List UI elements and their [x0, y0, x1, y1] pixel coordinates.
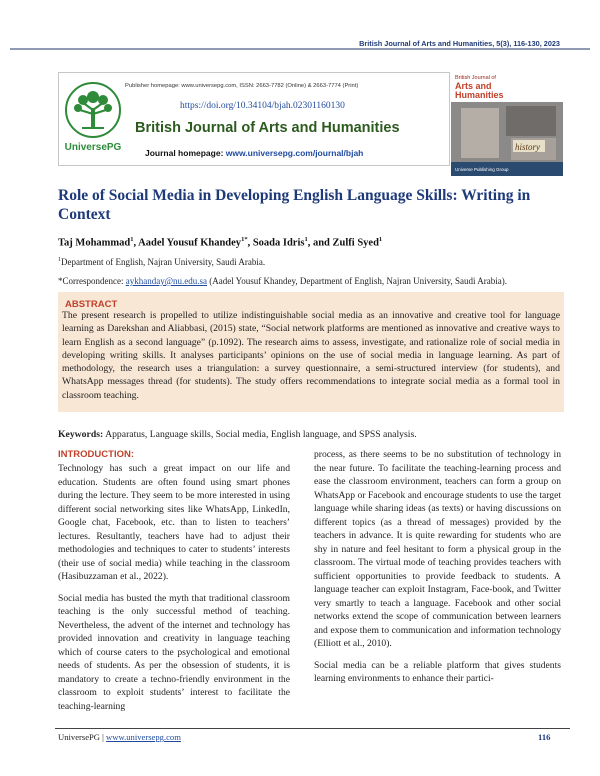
author-list: Taj Mohammad$^1$, Aadel Yousuf Khandey$^{1*}$, Soada Idris$^1$, and Zulfi Syed$^1$ — [58, 236, 383, 249]
keywords-label: Keywords: — [58, 429, 104, 440]
homepage-link[interactable]: www.universepg.com/journal/bjah — [225, 148, 364, 158]
doi-link[interactable]: https://doi.org/10.34104/bjah.02301160130 — [180, 101, 345, 111]
abstract-heading: ABSTRACT — [65, 299, 118, 310]
corr-rest: (Aadel Yousuf Khandey, Department of English, Najran University, Saudi Arabia). — [207, 276, 508, 286]
cover-line1: British Journal of — [455, 75, 496, 81]
body-column-left — [58, 462, 290, 713]
author-1: Taj Mohammad — [58, 237, 131, 249]
author-1-sup: 1 — [130, 236, 134, 243]
author-3: Soada Idris — [252, 237, 305, 249]
publisher-line: Publisher homepage: www.universepg.com, ISSN: 2663-7782 (Online) & 2663-7774 (Print) — [125, 83, 359, 89]
body-paragraph: Social media has busted the myth that traditional classroom teaching is the only successful method of teaching. Nevertheless, the advent of the internet and technology has provided innovation and creativity in language teaching which of course caters to the psychological and emotional needs of students. As per the obsession of students, it is mandatory to create a techno-friendly environment in the classroom to exploit students’ interest to facilitate the teaching-learning — [58, 592, 290, 712]
svg-text:history: history — [515, 142, 541, 152]
corr-prefix: *Correspondence: — [58, 276, 126, 286]
affiliation-text: Department of English, Najran University, Saudi Arabia. — [61, 257, 266, 267]
footer-publisher — [58, 732, 181, 742]
corr-email-link[interactable]: aykhanday@nu.edu.sa — [125, 276, 207, 286]
author-4: Zulfi Syed — [332, 237, 379, 249]
author-3-sup: 1 — [304, 236, 308, 243]
footer-divider — [55, 728, 570, 729]
cover-bottom: Universe Publishing Group — [455, 167, 509, 172]
universepg-logo — [62, 80, 124, 155]
author-2: Aadel Yousuf Khandey — [138, 237, 242, 249]
journal-homepage — [145, 148, 363, 158]
footer-separator: | — [100, 732, 107, 742]
body-paragraph: Technology has such a great impact on our life and education. Students are often found using smart phones during the lecture. They seem to be more interested in using different social networking sites like WhatsApp, LinkedIn, Google chat, Facebook, etc. than to listen to teachers’ lectures. Resultantly, teachers have had to adjust their methodologies and techniques to cater to students’ interests (their use of social media) while teaching in the classroom (Hasibuzzaman et al., 2022). — [58, 463, 290, 582]
correspondence — [58, 276, 507, 286]
homepage-label: Journal homepage: — [145, 148, 226, 158]
body-column-right — [314, 448, 561, 686]
paper-title: Role of Social Media in Developing English Language Skills: Writing in Context — [58, 187, 531, 223]
author-2-sup: 1* — [241, 236, 248, 243]
logo-label: UniversePG — [64, 142, 122, 153]
footer-url-link[interactable]: www.universepg.com — [106, 732, 181, 742]
cover-line2: Arts and — [455, 81, 492, 91]
cover-line3: Humanities — [455, 90, 504, 100]
header-divider — [10, 48, 590, 50]
keywords — [58, 429, 417, 440]
abstract-text: The present research is propelled to utilize indistinguishable social media as an innovative and creative tool for language learning as Darekshan and Aliabbasi, (2015) state, “Social network platforms are mentioned as innovative and creative ways to learn English as a second language” (p.1092). The research aims to assess, investigate, and rationalize role of social media in developing writing skills. It analyses participants’ opinions on the use of social media in language learning. As part of methodology, the research uses a triangulation: a survey questionnaire, a semi-structured interview (for students), and WhatsApp messages thread (for students). The study offers recommendations to integrate social media as a formal tool in classroom teaching. — [62, 310, 560, 401]
keywords-text: Apparatus, Language skills, Social media, English language, and SPSS analysis. — [103, 429, 417, 440]
page-number: 116 — [538, 732, 551, 742]
body-paragraph: process, as there seems to be no substitution of technology in the near future. To facilitate the teaching-learning process and ease the classroom environment, teachers can form a group on WhatsApp or Facebook and encourage students to use the target language while sharing ideas (as texts) or having discussions on different topics (as a thread of messages) provided by the teachers in advance. It is quite rewarding for students who are shy in nature and feel hesitant to form a physical group in the classroom. The virtual mode of teaching provides teachers with sufficient opportunities to provide feedback to students. A language teacher can exploit Instagram, Face-book, and Twitter very smartly to teach a language. Facebook and other social networks extend the scope of communication between learners and expose them to communication and information technology (Elliott et al., 2010). — [314, 449, 561, 649]
running-header: British Journal of Arts and Humanities, 5(3), 116-130, 2023 — [359, 39, 560, 48]
body-paragraph: Social media can be a reliable platform that gives students learning environments to enhance their partici- — [314, 659, 561, 684]
intro-heading: INTRODUCTION: — [58, 449, 134, 460]
author-4-sup: 1 — [378, 236, 383, 243]
affiliation — [58, 257, 265, 267]
footer-publisher-name: UniversePG — [58, 732, 101, 742]
journal-cover-image — [451, 70, 563, 176]
journal-title: British Journal of Arts and Humanities — [135, 120, 400, 136]
affiliation-sup: 1 — [58, 257, 61, 263]
